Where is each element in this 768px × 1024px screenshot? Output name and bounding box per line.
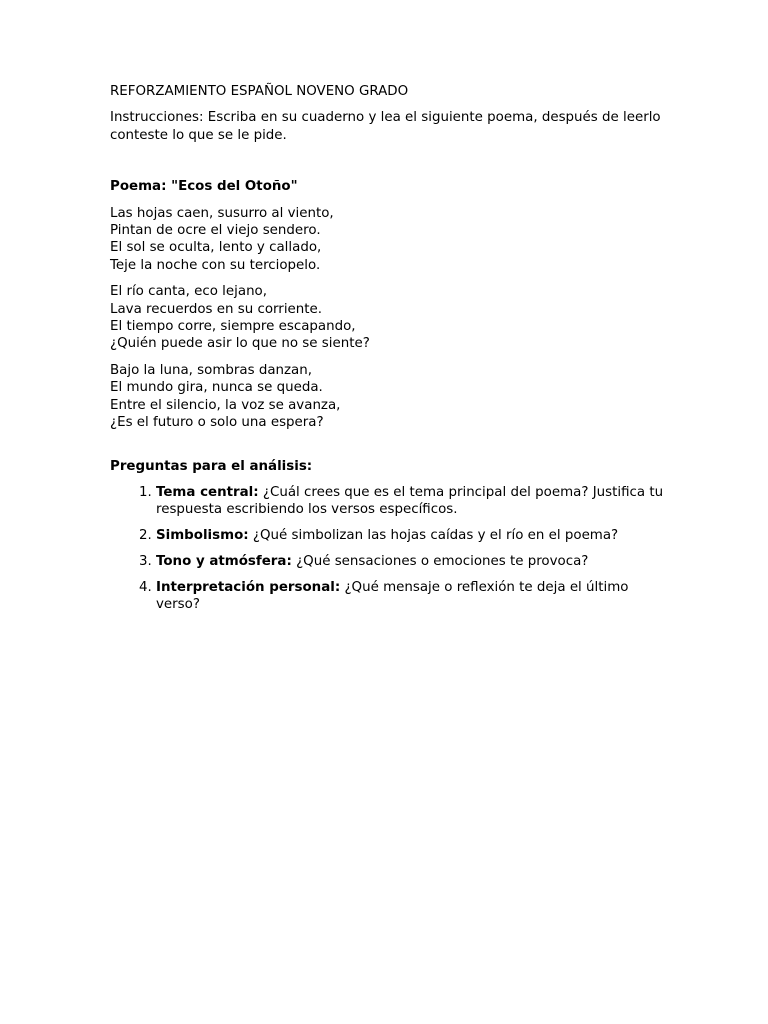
questions-list — [110, 484, 670, 614]
poem-line: El mundo gira, nunca se queda. — [110, 380, 323, 396]
question-label: Interpretación personal: — [156, 580, 341, 596]
question-text: ¿Cuál crees que es el tema principal del poema? Justifica tu respuesta escribiendo los versos específicos. — [156, 484, 664, 518]
poem-line: Lava recuerdos en su corriente. — [110, 301, 323, 317]
question-label: Tema central: — [156, 484, 259, 500]
instructions-paragraph: Instrucciones: Escriba en su cuaderno y lea el siguiente poema, después de leerlo conteste lo que se le pide. — [110, 110, 661, 143]
question-label: Tono y atmósfera: — [156, 554, 292, 570]
poem-line: ¿Es el futuro o solo una espera? — [110, 415, 324, 431]
poem-line: Las hojas caen, susurro al viento, — [110, 205, 334, 221]
question-label: Simbolismo: — [156, 528, 249, 544]
poem-line: ¿Quién puede asir lo que no se siente? — [110, 336, 370, 352]
poem-line: Bajo la luna, sombras danzan, — [110, 362, 312, 378]
poem-line: El sol se oculta, lento y callado, — [110, 240, 322, 256]
poem-title: Poema: "Ecos del Otoño" — [110, 179, 298, 195]
poem-stanza-3 — [110, 362, 670, 432]
question-item — [156, 484, 670, 519]
question-text: ¿Qué sensaciones o emociones te provoca? — [291, 554, 589, 570]
poem-line: Teje la noche con su terciopelo. — [110, 257, 321, 273]
poem-line: El río canta, eco lejano, — [110, 284, 268, 300]
poem-line: Entre el silencio, la voz se avanza, — [110, 397, 341, 413]
poem-line: Pintan de ocre el viejo sendero. — [110, 223, 321, 239]
question-item — [156, 553, 670, 570]
document-page — [110, 83, 670, 622]
question-item — [156, 579, 670, 614]
poem-stanza-1 — [110, 205, 670, 275]
poem-line: El tiempo corre, siempre escapando, — [110, 319, 356, 335]
document-heading: REFORZAMIENTO ESPAÑOL NOVENO GRADO — [110, 84, 409, 99]
poem-stanza-2 — [110, 283, 670, 353]
question-text: ¿Qué mensaje o reflexión te deja el último verso? — [156, 580, 629, 613]
questions-title: Preguntas para el análisis: — [110, 458, 313, 474]
question-item — [156, 527, 670, 544]
question-text: ¿Qué simbolizan las hojas caídas y el río en el poema? — [248, 528, 619, 544]
